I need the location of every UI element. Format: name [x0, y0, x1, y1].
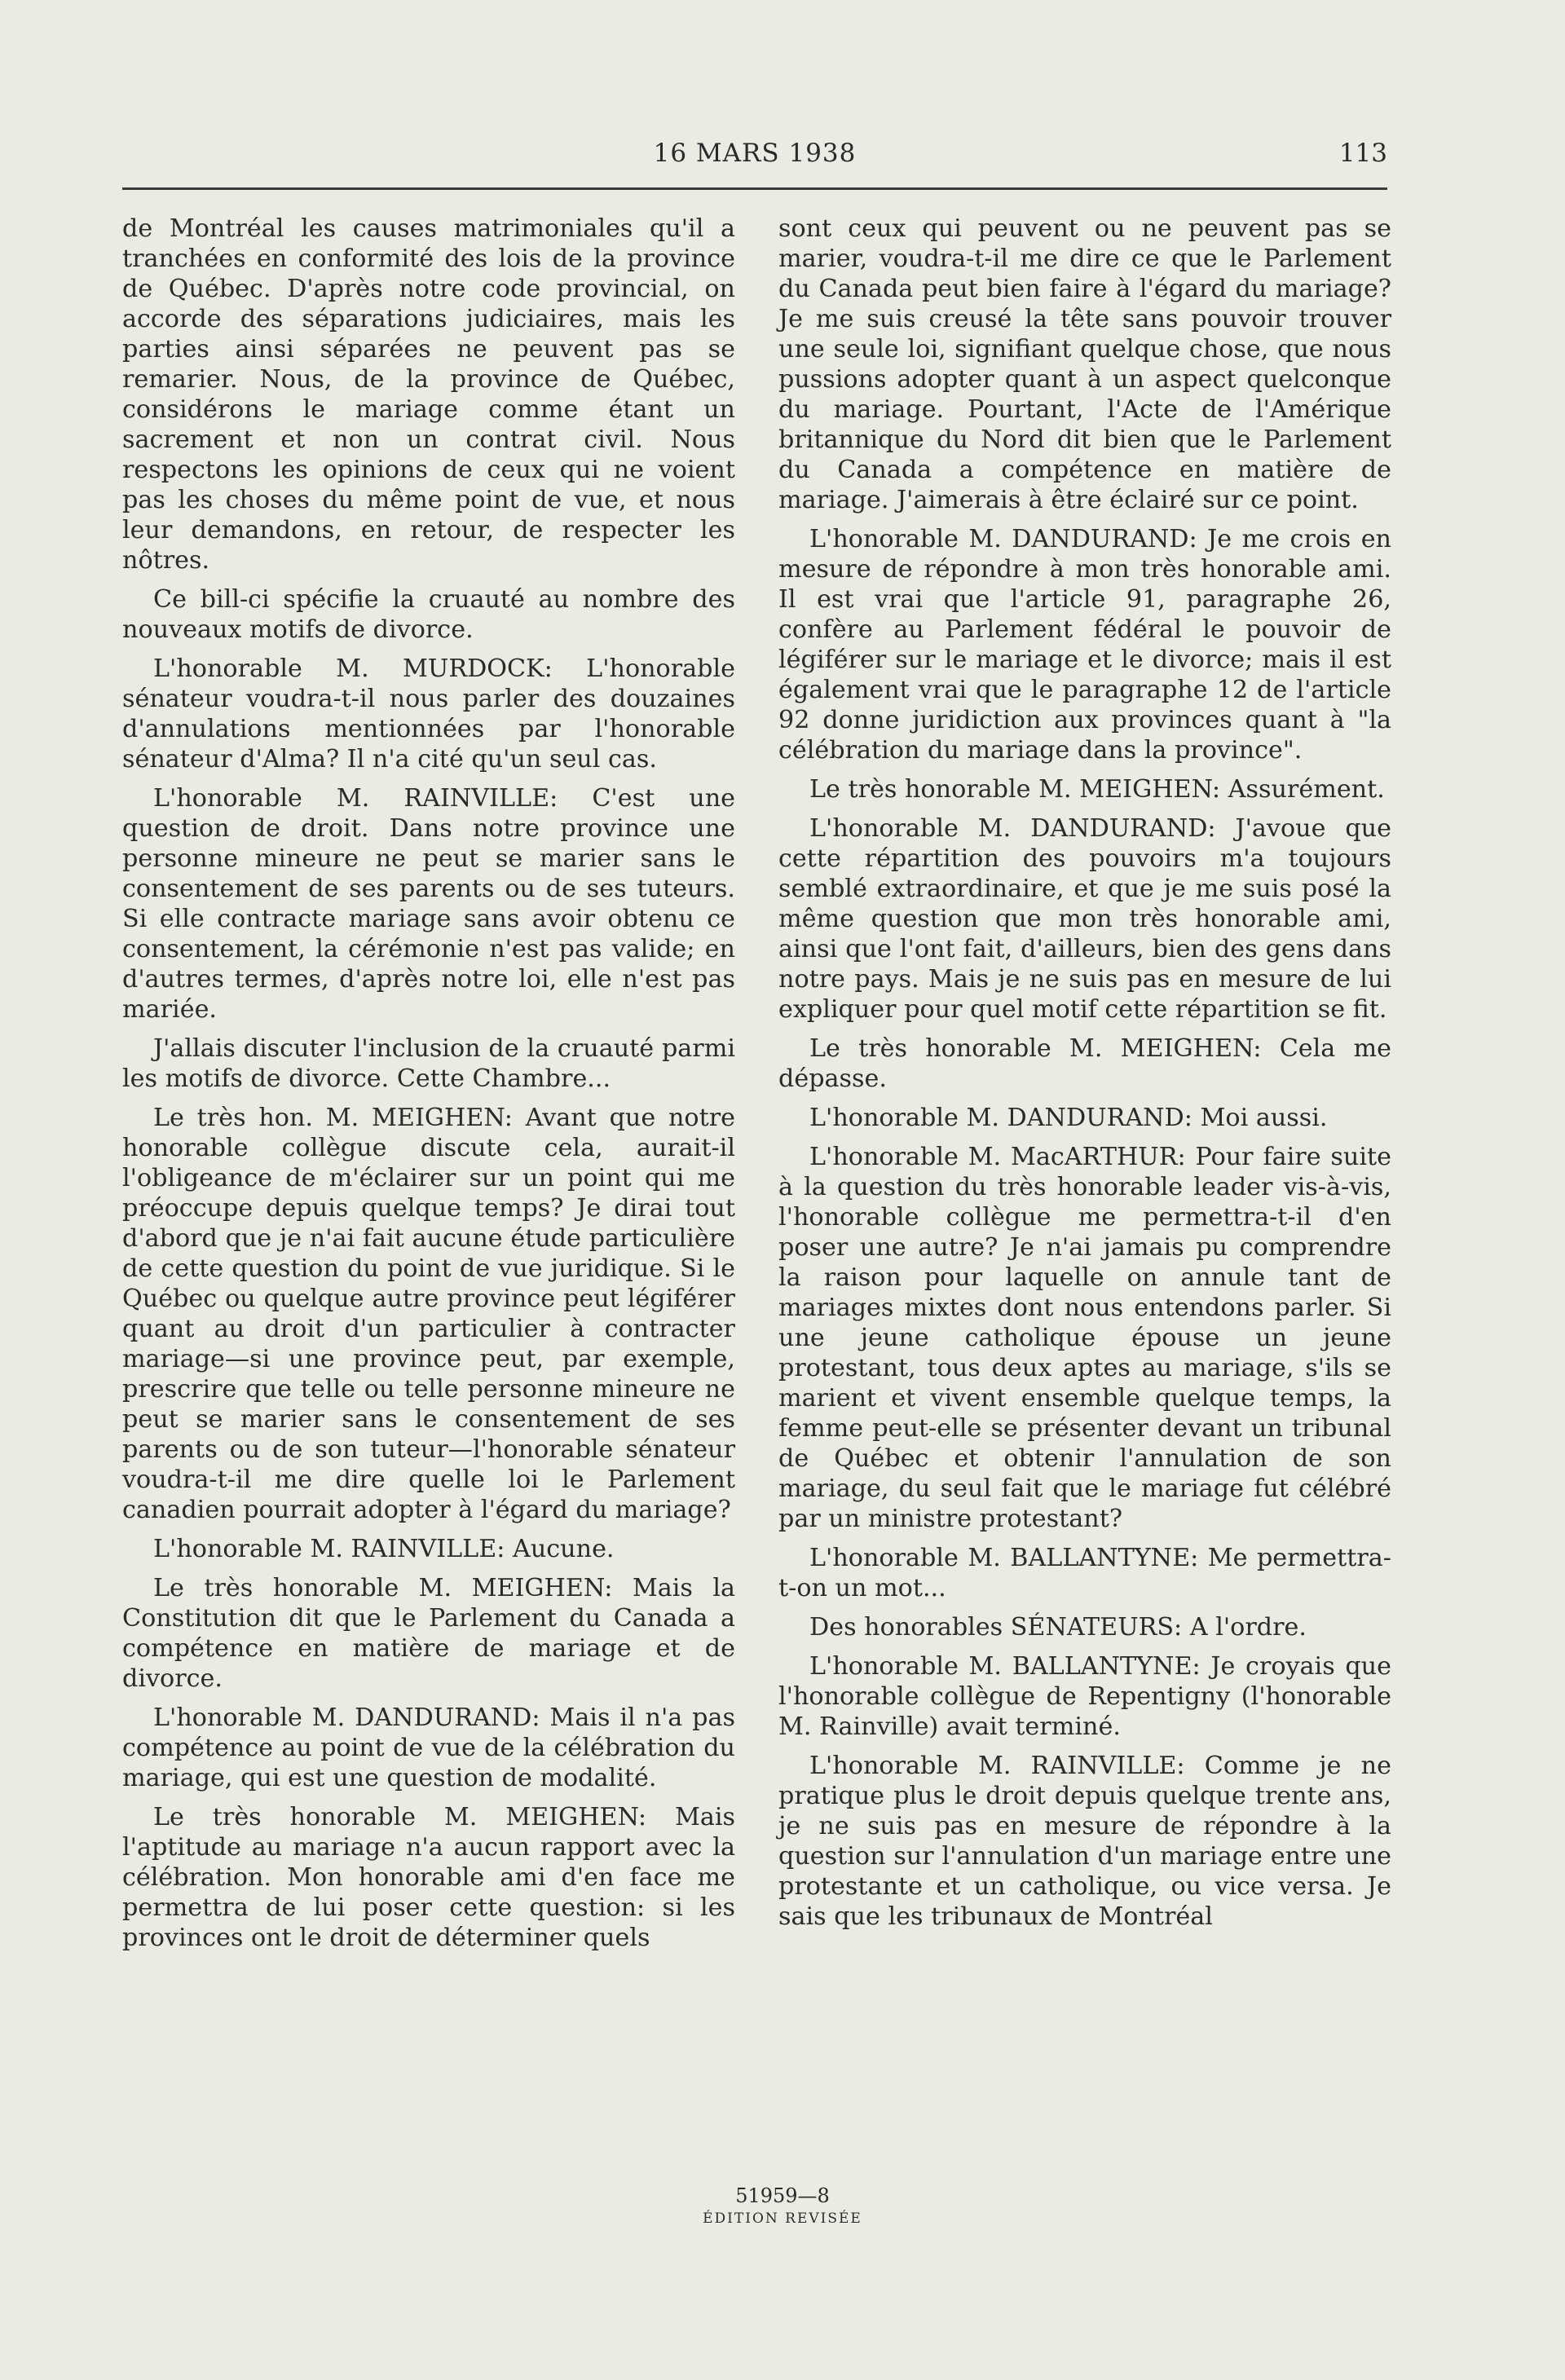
- paragraph: Le très honorable M. MEIGHEN: Mais l'aptitude au mariage n'a aucun rapport avec la célébration. Mon honorable ami d'en face me permettra de lui poser cette question: si les provinces ont le droit de déterminer quels: [122, 1803, 735, 1952]
- right-column: [778, 214, 1391, 1941]
- paragraph: J'allais discuter l'inclusion de la cruauté parmi les motifs de divorce. Cette Chambre...: [122, 1034, 735, 1093]
- paragraph: Le très honorable M. MEIGHEN: Mais la Constitution dit que le Parlement du Canada a compétence en matière de mariage et de divorce.: [122, 1574, 735, 1693]
- paragraph: L'honorable M. MacARTHUR: Pour faire suite à la question du très honorable leader vis-à-vis, l'honorable collègue me permettra-t-il d'en poser une autre? Je n'ai jamais pu comprendre la raison pour laquelle on annule tant de mariages mixtes dont nous entendons parler. Si une jeune catholique épouse un jeune protestant, tous deux aptes au mariage, s'ils se marient et vivent ensemble quelque temps, la femme peut-elle se présenter devant un tribunal de Québec et obtenir l'annulation de son mariage, du seul fait que le mariage fut célébré par un ministre protestant?: [778, 1143, 1391, 1533]
- header-rule: [122, 187, 1387, 190]
- paragraph: L'honorable M. DANDURAND: Moi aussi.: [809, 1104, 1328, 1132]
- paragraph: Ce bill-ci spécifie la cruauté au nombre des nouveaux motifs de divorce.: [122, 585, 735, 644]
- text-columns: [122, 214, 1391, 2137]
- paragraph: L'honorable M. RAINVILLE: Comme je ne pratique plus le droit depuis quelque trente ans, je ne suis pas en mesure de répondre à la question sur l'annulation d'un mariage entre une protestante et un catholique, ou vice versa. Je sais que les tribunaux de Montréal: [778, 1752, 1391, 1931]
- paragraph: Le très honorable M. MEIGHEN: Cela me dépasse.: [778, 1034, 1391, 1093]
- edition-label: ÉDITION REVISÉE: [703, 2210, 862, 2227]
- page-footer: [0, 2184, 1565, 2227]
- print-code: 51959—8: [735, 2184, 830, 2207]
- paragraph: L'honorable M. BALLANTYNE: Je croyais que l'honorable collègue de Repentigny (l'honorable M. Rainville) avait terminé.: [778, 1652, 1391, 1741]
- page-number: 113: [1338, 139, 1387, 168]
- paragraph: de Montréal les causes matrimoniales qu'il a tranchées en conformité des lois de la province de Québec. D'après notre code provincial, on accorde des séparations judiciaires, mais les parties ainsi séparées ne peuvent pas se remarier. Nous, de la province de Québec, considérons le mariage comme étant un sacrement et non un contrat civil. Nous respectons les opinions de ceux qui ne voient pas les choses du même point de vue, et nous leur demandons, en retour, de respecter les nôtres.: [122, 214, 735, 575]
- paragraph: L'honorable M. MURDOCK: L'honorable sénateur voudra-t-il nous parler des douzaines d'annulations mentionnées par l'honorable sénateur d'Alma? Il n'a cité qu'un seul cas.: [122, 654, 735, 774]
- paragraph: Le très hon. M. MEIGHEN: Avant que notre honorable collègue discute cela, aurait-il l'obligeance de m'éclairer sur un point qui me préoccupe depuis quelque temps? Je dirai tout d'abord que je n'ai fait aucune étude particulière de cette question du point de vue juridique. Si le Québec ou quelque autre province peut légiférer quant au droit d'un particulier à contracter mariage—si une province peut, par exemple, prescrire que telle ou telle personne mineure ne peut se marier sans le consentement de ses parents ou de son tuteur—l'honorable sénateur voudra-t-il me dire quelle loi le Parlement canadien pourrait adopter à l'égard du mariage?: [122, 1104, 735, 1524]
- paragraph: L'honorable M. RAINVILLE: C'est une question de droit. Dans notre province une personne mineure ne peut se marier sans le consentement de ses parents ou de ses tuteurs. Si elle contracte mariage sans avoir obtenu ce consentement, la cérémonie n'est pas valide; en d'autres termes, d'après notre loi, elle n'est pas mariée.: [122, 784, 735, 1024]
- paragraph: L'honorable M. DANDURAND: J'avoue que cette répartition des pouvoirs m'a toujours semblé extraordinaire, et que je me suis posé la même question que mon très honorable ami, ainsi que l'ont fait, d'ailleurs, bien des gens dans notre pays. Mais je ne suis pas en mesure de lui expliquer pour quel motif cette répartition se fit.: [778, 814, 1391, 1024]
- paragraph: L'honorable M. DANDURAND: Je me crois en mesure de répondre à mon très honorable ami. Il est vrai que l'article 91, paragraphe 26, confère au Parlement fédéral le pouvoir de légiférer sur le mariage et le divorce; mais il est également vrai que le paragraphe 12 de l'article 92 donne juridiction aux provinces quant à "la célébration du mariage dans la province".: [778, 525, 1391, 765]
- paragraph: L'honorable M. DANDURAND: Mais il n'a pas compétence au point de vue de la célébration du mariage, qui est une question de modalité.: [122, 1703, 735, 1792]
- paragraph: Des honorables SÉNATEURS: A l'ordre.: [809, 1613, 1307, 1642]
- page-header: [122, 139, 1387, 196]
- paragraph: Le très honorable M. MEIGHEN: Assurément.: [809, 775, 1385, 804]
- paragraph: L'honorable M. BALLANTYNE: Me permettra-t-on un mot...: [778, 1544, 1391, 1602]
- paragraph: sont ceux qui peuvent ou ne peuvent pas se marier, voudra-t-il me dire ce que le Parlement du Canada peut bien faire à l'égard du mariage? Je me suis creusé la tête sans pouvoir trouver une seule loi, signifiant quelque chose, que nous pussions adopter quant à un aspect quelconque du mariage. Pourtant, l'Acte de l'Amérique britannique du Nord dit bien que le Parlement du Canada a compétence en matière de mariage. J'aimerais à être éclairé sur ce point.: [778, 214, 1391, 514]
- paragraph: L'honorable M. RAINVILLE: Aucune.: [153, 1535, 615, 1563]
- header-date: 16 MARS 1938: [653, 139, 857, 168]
- left-column: [122, 214, 735, 1962]
